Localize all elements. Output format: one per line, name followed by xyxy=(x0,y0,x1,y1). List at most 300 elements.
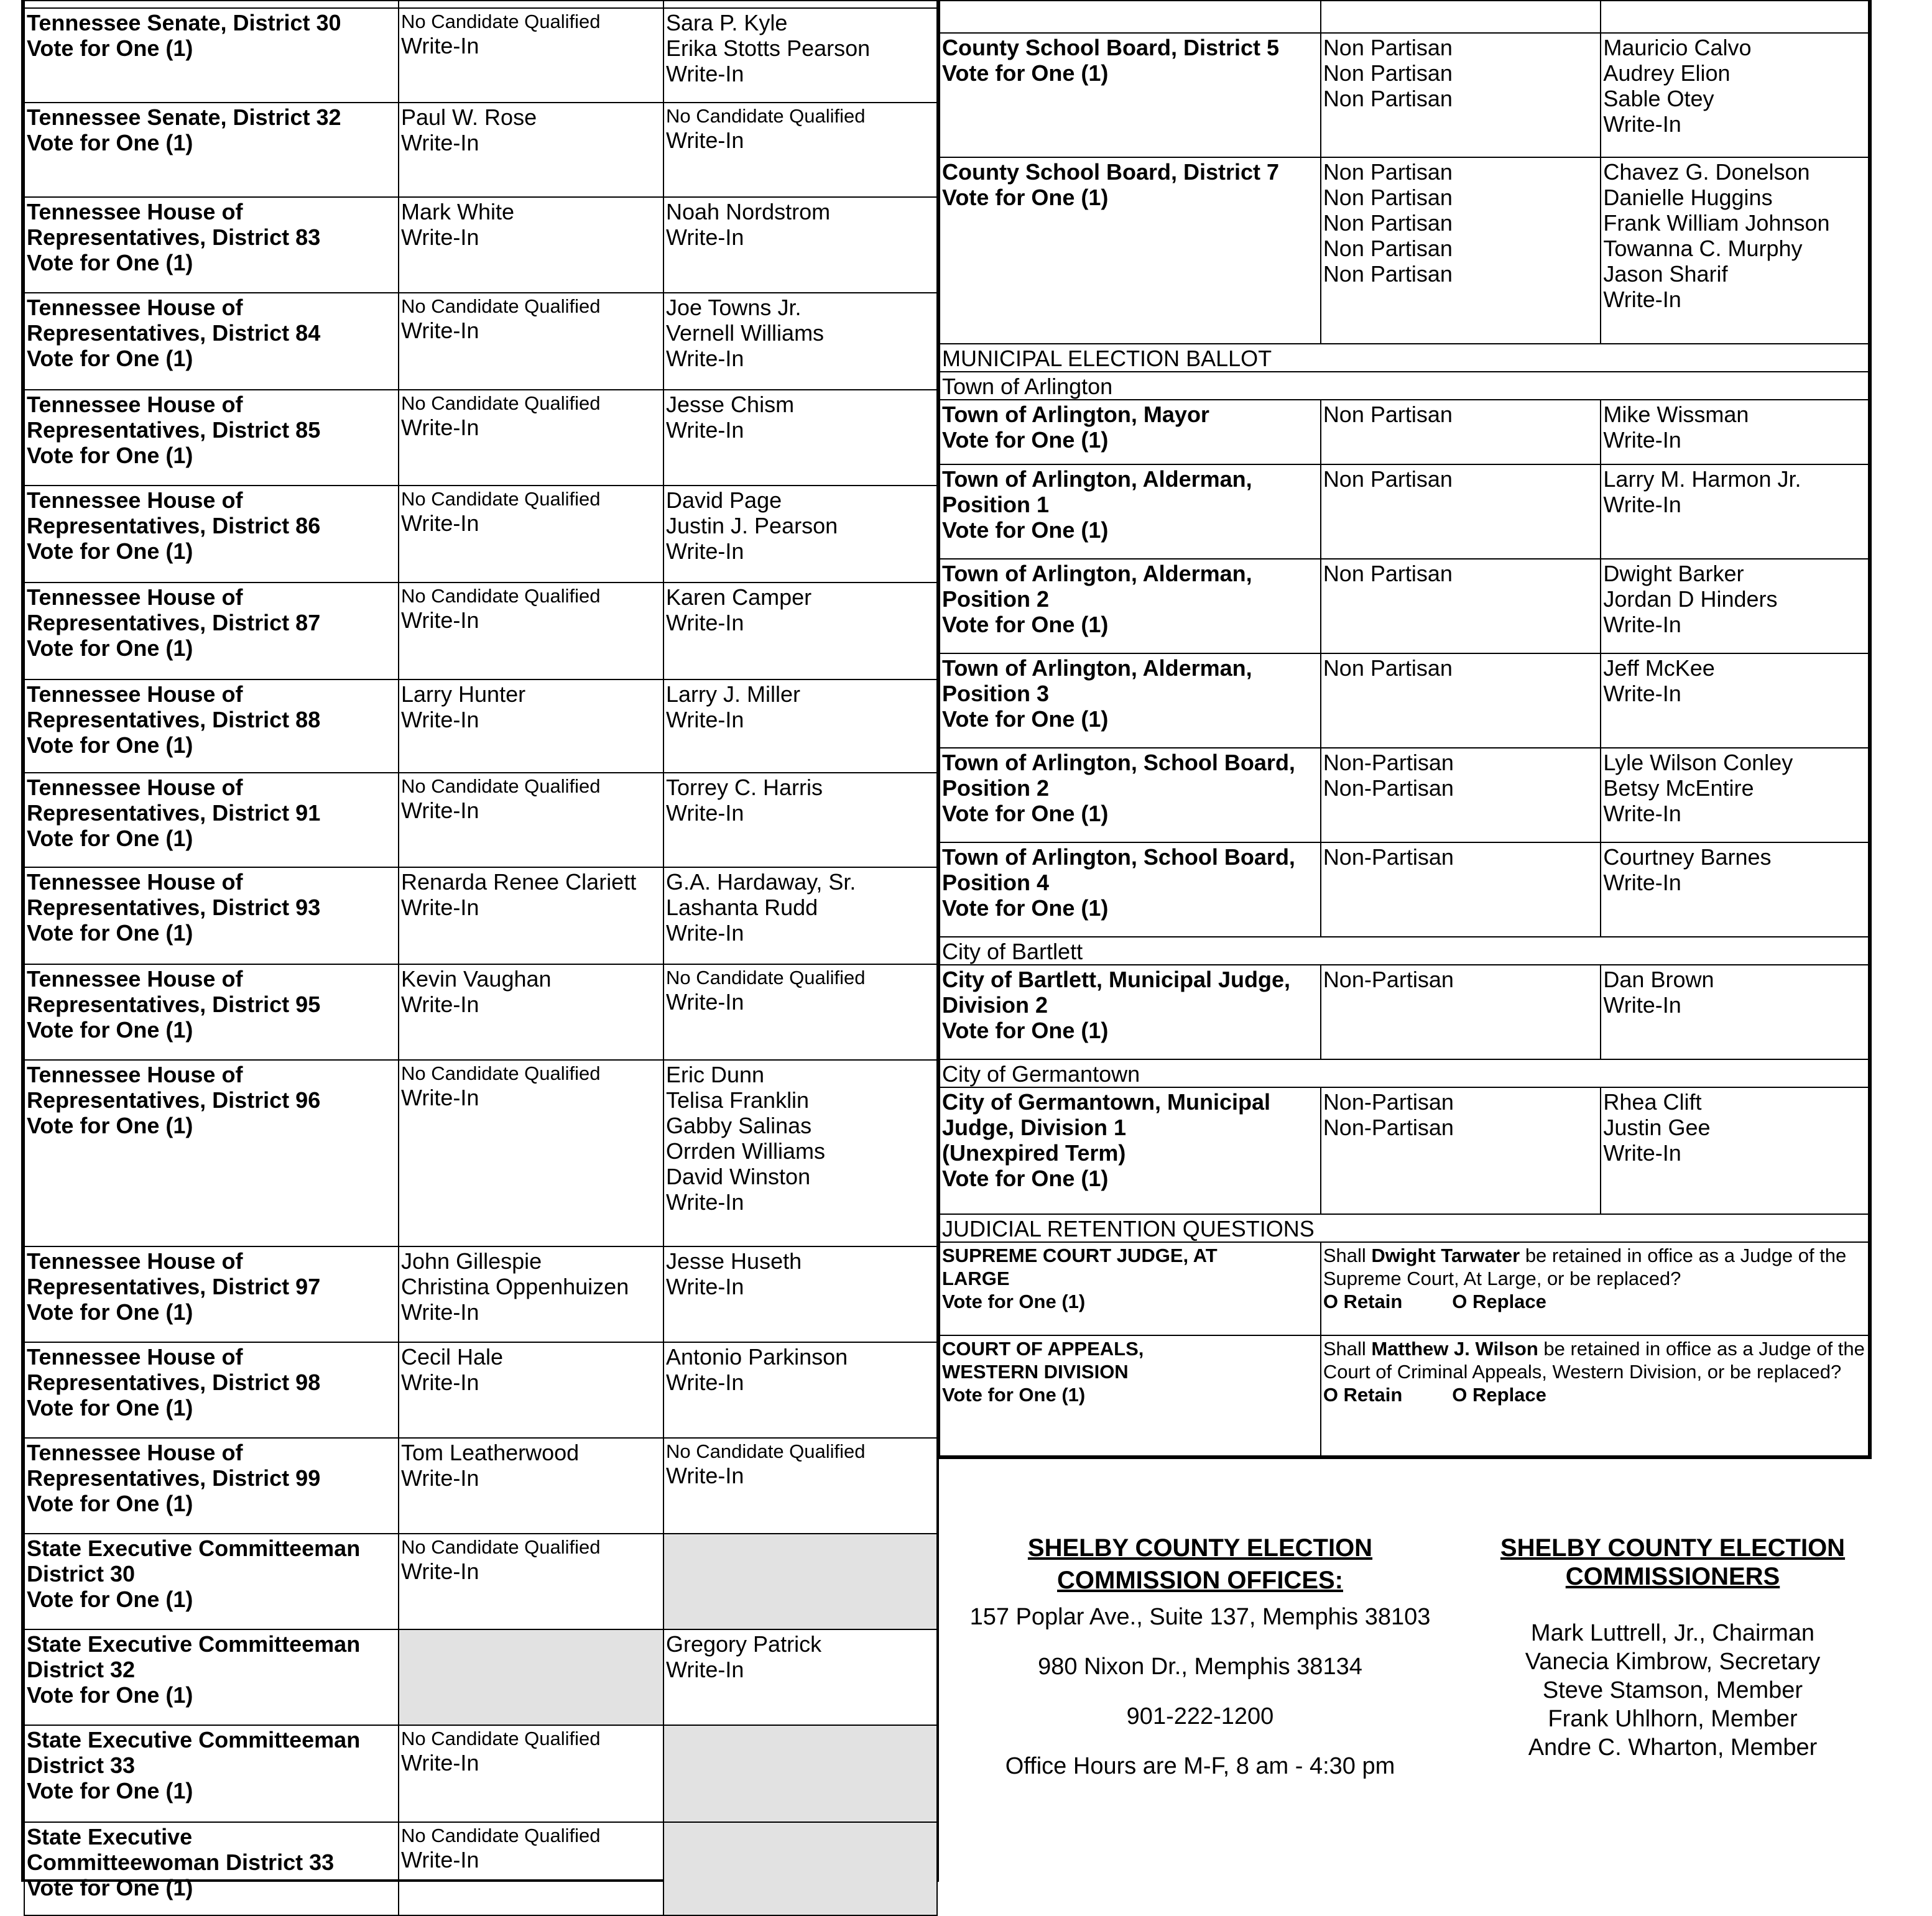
party-line: Non Partisan xyxy=(1323,86,1453,111)
offices-title-line2: COMMISSION OFFICES: xyxy=(1057,1567,1343,1594)
judicial-row xyxy=(940,1335,1869,1456)
candidate-cell xyxy=(1601,464,1869,559)
left-ballot-column xyxy=(21,0,939,1900)
commissioner-name: Steve Stamson, Member xyxy=(1542,1677,1803,1703)
party-line: Non Partisan xyxy=(1323,655,1453,681)
candidate-cell xyxy=(663,293,937,390)
office-line: Tennessee House of xyxy=(27,1440,243,1465)
office-cell xyxy=(24,679,399,773)
race-row xyxy=(940,559,1869,653)
question-prefix: Shall xyxy=(1323,1245,1372,1266)
office-line: Position 2 xyxy=(942,775,1050,801)
section-header-row xyxy=(940,372,1869,400)
party-line: Non Partisan xyxy=(1323,35,1453,60)
candidate-name: Danielle Huggins xyxy=(1603,185,1773,210)
candidate-name: Lashanta Rudd xyxy=(666,895,818,920)
write-in-line: Write-In xyxy=(401,607,479,633)
vote-instruction: Vote for One (1) xyxy=(942,1291,1086,1312)
write-in-line: Write-In xyxy=(666,224,744,250)
race-row xyxy=(24,1822,937,1915)
party-cell xyxy=(399,964,663,1060)
party-cell xyxy=(1321,559,1601,653)
party-line: Non Partisan xyxy=(1323,60,1453,86)
section-header-row xyxy=(940,937,1869,965)
race-row xyxy=(24,8,937,103)
office-line: Tennessee Senate, District 30 xyxy=(27,10,341,35)
office-cell xyxy=(940,965,1321,1059)
party-line: John Gillespie xyxy=(401,1248,542,1274)
party-line: Non-Partisan xyxy=(1323,844,1454,870)
write-in-line: Write-In xyxy=(1603,287,1681,312)
write-in-line: Write-In xyxy=(666,707,744,732)
candidate-cell xyxy=(663,197,937,293)
candidate-name: Mauricio Calvo xyxy=(1603,35,1752,60)
office-cell xyxy=(24,486,399,583)
write-in-line: Write-In xyxy=(1603,870,1681,895)
write-in-line: Write-In xyxy=(401,992,479,1017)
party-cell xyxy=(399,1822,663,1915)
candidate-cell xyxy=(1601,559,1869,653)
candidate-cell xyxy=(1601,842,1869,937)
office-line: Tennessee Senate, District 32 xyxy=(27,104,341,130)
office-line: Vote for One (1) xyxy=(27,130,193,155)
section-header-row xyxy=(940,1059,1869,1087)
office-cell xyxy=(24,1725,399,1822)
party-cell xyxy=(399,867,663,964)
office-line: Vote for One (1) xyxy=(942,517,1109,543)
office-line: Vote for One (1) xyxy=(27,538,193,564)
party-cell xyxy=(1321,842,1601,937)
offices-title-line1: SHELBY COUNTY ELECTION xyxy=(1027,1534,1373,1562)
office-line: State Executive Committeeman xyxy=(27,1631,361,1657)
write-in-line: Write-In xyxy=(401,1370,479,1395)
no-candidate-note: No Candidate Qualified xyxy=(401,1728,601,1749)
office-cell xyxy=(24,197,399,293)
office-line: Town of Arlington, Alderman, xyxy=(942,466,1252,492)
candidate-name: Jeff McKee xyxy=(1603,655,1715,681)
office-line: Tennessee House of xyxy=(27,392,243,417)
candidate-name: Torrey C. Harris xyxy=(666,775,823,800)
office-line: Tennessee House of xyxy=(27,584,243,610)
party-line: Non Partisan xyxy=(1323,466,1453,492)
office-cell xyxy=(24,293,399,390)
write-in-line: Write-In xyxy=(1603,612,1681,637)
candidate-cell xyxy=(1601,33,1869,157)
office-line: Vote for One (1) xyxy=(27,1875,193,1900)
cut-off-cell xyxy=(1601,1,1869,33)
race-row xyxy=(24,1629,937,1725)
office-cell xyxy=(24,8,399,103)
office-line: Tennessee House of xyxy=(27,775,243,800)
no-candidate-note: No Candidate Qualified xyxy=(666,967,866,988)
office-line: Tennessee House of xyxy=(27,1062,243,1087)
candidate-cell xyxy=(1601,400,1869,464)
office-cell xyxy=(24,103,399,197)
candidate-cell xyxy=(1601,1087,1869,1214)
cut-off-cell xyxy=(940,1,1321,33)
party-cell xyxy=(399,103,663,197)
candidate-name: Antonio Parkinson xyxy=(666,1344,848,1370)
office-cell xyxy=(940,464,1321,559)
no-candidate-note: No Candidate Qualified xyxy=(401,1062,601,1084)
candidate-name: David Winston xyxy=(666,1164,811,1189)
write-in-line: Write-In xyxy=(666,346,744,371)
write-in-line: Write-In xyxy=(666,1189,744,1215)
party-cell xyxy=(399,1246,663,1342)
candidate-cell xyxy=(663,1060,937,1246)
office-line: Vote for One (1) xyxy=(942,801,1109,826)
office-cell xyxy=(24,1629,399,1725)
party-cell xyxy=(399,486,663,583)
candidate-cell xyxy=(663,773,937,867)
candidate-name: Chavez G. Donelson xyxy=(1603,159,1810,185)
race-row xyxy=(24,1246,937,1342)
judicial-row xyxy=(940,1242,1869,1335)
office-line: Division 2 xyxy=(942,992,1048,1018)
office-cell xyxy=(24,1342,399,1438)
party-line: Non Partisan xyxy=(1323,561,1453,586)
candidate-cell xyxy=(663,486,937,583)
question-prefix: Shall xyxy=(1323,1338,1372,1360)
party-line: Non Partisan xyxy=(1323,185,1453,210)
section-header: City of Bartlett xyxy=(940,937,1869,965)
party-line: Renarda Renee Clariett xyxy=(401,869,637,895)
office-line: Representatives, District 85 xyxy=(27,417,321,443)
office-line: Representatives, District 97 xyxy=(27,1274,321,1299)
candidate-name: Jason Sharif xyxy=(1603,261,1728,287)
write-in-line: Write-In xyxy=(401,318,479,343)
office-line: District 33 xyxy=(27,1752,136,1778)
office-line: Representatives, District 98 xyxy=(27,1370,321,1395)
party-cell xyxy=(399,1438,663,1534)
office-line: Position 2 xyxy=(942,586,1050,612)
judge-name: Dwight Tarwater xyxy=(1371,1245,1520,1266)
section-header-row xyxy=(940,1214,1869,1242)
write-in-line: Write-In xyxy=(401,415,479,440)
office-line: Vote for One (1) xyxy=(27,1395,193,1421)
candidate-name: Justin Gee xyxy=(1603,1115,1711,1140)
write-in-line: Write-In xyxy=(666,1657,744,1682)
candidate-cell xyxy=(663,1629,937,1725)
candidate-name: Lyle Wilson Conley xyxy=(1603,750,1793,775)
office-line: Vote for One (1) xyxy=(27,1682,193,1708)
candidate-name: Sable Otey xyxy=(1603,86,1714,111)
race-row xyxy=(940,464,1869,559)
office-line: Representatives, District 83 xyxy=(27,224,321,250)
commissioner-name: Mark Luttrell, Jr., Chairman xyxy=(1530,1620,1815,1646)
empty-candidate-cell xyxy=(663,1822,937,1915)
cut-off-row xyxy=(940,1,1869,33)
commissioner-name: Andre C. Wharton, Member xyxy=(1528,1734,1818,1761)
write-in-line: Write-In xyxy=(401,510,479,536)
race-row xyxy=(24,773,937,867)
judge-name: Matthew J. Wilson xyxy=(1371,1338,1538,1360)
party-line: Non Partisan xyxy=(1323,159,1453,185)
candidate-name: Dwight Barker xyxy=(1603,561,1744,586)
write-in-line: Write-In xyxy=(401,1085,479,1110)
office-line: Representatives, District 88 xyxy=(27,707,321,732)
party-cell xyxy=(1321,464,1601,559)
vote-instruction: Vote for One (1) xyxy=(942,1384,1086,1406)
party-cell xyxy=(399,1342,663,1438)
cut-off-row xyxy=(24,1,937,8)
office-line: Representatives, District 95 xyxy=(27,992,321,1017)
candidate-cell xyxy=(1601,748,1869,842)
office-line: Tennessee House of xyxy=(27,295,243,320)
party-cell xyxy=(1321,33,1601,157)
race-row xyxy=(24,1438,937,1534)
candidate-name: Jesse Huseth xyxy=(666,1248,802,1274)
right-ballot-column xyxy=(939,0,1872,1459)
party-line: Non-Partisan xyxy=(1323,1089,1454,1115)
party-line: Non-Partisan xyxy=(1323,750,1454,775)
office-line: Vote for One (1) xyxy=(942,60,1109,86)
office-line: City of Bartlett, Municipal Judge, xyxy=(942,967,1291,992)
party-cell xyxy=(399,679,663,773)
candidate-name: Vernell Williams xyxy=(666,320,825,346)
candidate-cell xyxy=(663,390,937,486)
candidate-name: Dan Brown xyxy=(1603,967,1714,992)
office-line: Tennessee House of xyxy=(27,1344,243,1370)
race-row xyxy=(24,1534,937,1629)
candidate-name: Gregory Patrick xyxy=(666,1631,822,1657)
candidate-name: Orrden Williams xyxy=(666,1138,826,1164)
judicial-office-line: SUPREME COURT JUDGE, AT xyxy=(942,1245,1218,1266)
office-line: Vote for One (1) xyxy=(942,185,1109,210)
candidate-name: Larry J. Miller xyxy=(666,681,801,707)
office-line: Representatives, District 96 xyxy=(27,1087,321,1113)
replace-option[interactable]: O Replace xyxy=(1452,1291,1546,1312)
office-line: Town of Arlington, School Board, xyxy=(942,844,1295,870)
no-candidate-note: No Candidate Qualified xyxy=(401,1536,601,1558)
right-ballot-table xyxy=(939,0,1869,1457)
candidate-cell xyxy=(1601,653,1869,748)
party-line: Non Partisan xyxy=(1323,261,1453,287)
office-line: Representatives, District 87 xyxy=(27,610,321,635)
write-in-line: Write-In xyxy=(401,1559,479,1584)
judicial-office-line: WESTERN DIVISION xyxy=(942,1361,1129,1383)
candidate-name: G.A. Hardaway, Sr. xyxy=(666,869,856,895)
office-hours: Office Hours are M-F, 8 am - 4:30 pm xyxy=(1005,1753,1395,1779)
cut-off-cell xyxy=(1321,1,1601,33)
candidate-name: Jesse Chism xyxy=(666,392,795,417)
party-cell xyxy=(399,197,663,293)
write-in-line: Write-In xyxy=(1603,492,1681,517)
office-line: Tennessee House of xyxy=(27,487,243,513)
office-line: State Executive xyxy=(27,1824,193,1849)
office-line: Representatives, District 86 xyxy=(27,513,321,538)
write-in-line: Write-In xyxy=(1603,681,1681,706)
office-line: Committeewoman District 33 xyxy=(27,1849,335,1875)
candidate-name: Frank William Johnson xyxy=(1603,210,1830,236)
party-line: Mark White xyxy=(401,199,515,224)
candidate-cell xyxy=(663,8,937,103)
no-candidate-note: No Candidate Qualified xyxy=(401,295,601,317)
office-cell xyxy=(24,1534,399,1629)
candidate-cell xyxy=(663,583,937,679)
commissioners-list xyxy=(1480,1619,1865,1762)
no-candidate-note: No Candidate Qualified xyxy=(401,392,601,414)
party-line: Cecil Hale xyxy=(401,1344,504,1370)
office-line: Town of Arlington, School Board, xyxy=(942,750,1295,775)
question-text: be retained in office as a Judge of the Supreme Court, At Large, or be replaced? xyxy=(1323,1245,1847,1289)
write-in-line: Write-In xyxy=(666,1274,744,1299)
party-cell xyxy=(1321,1087,1601,1214)
judicial-office-cell xyxy=(940,1335,1321,1456)
retain-option[interactable]: O Retain xyxy=(1323,1291,1403,1312)
office-line: Vote for One (1) xyxy=(27,1299,193,1325)
write-in-line: Write-In xyxy=(1603,801,1681,826)
write-in-line: Write-In xyxy=(401,1465,479,1491)
party-line: Paul W. Rose xyxy=(401,104,537,130)
write-in-line: Write-In xyxy=(401,224,479,250)
write-in-line: Write-In xyxy=(666,61,744,86)
office-cell xyxy=(940,653,1321,748)
office-line: County School Board, District 7 xyxy=(942,159,1280,185)
office-cell xyxy=(940,748,1321,842)
office-cell xyxy=(24,1438,399,1534)
write-in-line: Write-In xyxy=(401,1847,479,1872)
candidate-name: Gabby Salinas xyxy=(666,1113,812,1138)
retain-option[interactable]: O Retain xyxy=(1323,1384,1403,1406)
office-line: District 32 xyxy=(27,1657,136,1682)
office-line: Vote for One (1) xyxy=(27,250,193,275)
race-row xyxy=(940,157,1869,344)
question-text: be retained in office as a Judge of the Court of Criminal Appeals, Western Division, or be replaced? xyxy=(1323,1338,1865,1383)
write-in-line: Write-In xyxy=(1603,992,1681,1018)
office-line: State Executive Committeeman xyxy=(27,1727,361,1752)
section-header-row xyxy=(940,344,1869,372)
candidate-name: Karen Camper xyxy=(666,584,812,610)
race-row xyxy=(24,293,937,390)
party-cell xyxy=(399,1534,663,1629)
candidate-name: Erika Stotts Pearson xyxy=(666,35,871,61)
empty-candidate-cell xyxy=(663,1534,937,1629)
commissioners-title-line1: SHELBY COUNTY ELECTION xyxy=(1500,1534,1846,1562)
judicial-question-cell xyxy=(1321,1335,1869,1456)
office-line: Tennessee House of xyxy=(27,966,243,992)
candidate-cell xyxy=(1601,965,1869,1059)
election-offices-block xyxy=(942,1532,1458,1780)
replace-option[interactable]: O Replace xyxy=(1452,1384,1546,1406)
write-in-line: Write-In xyxy=(666,1370,744,1395)
office-line: Position 3 xyxy=(942,681,1050,706)
office-line: (Unexpired Term) xyxy=(942,1140,1126,1166)
party-cell xyxy=(399,8,663,103)
section-header: JUDICIAL RETENTION QUESTIONS xyxy=(940,1214,1869,1242)
office-line: Vote for One (1) xyxy=(27,35,193,61)
judicial-question-cell xyxy=(1321,1242,1869,1335)
office-line: Vote for One (1) xyxy=(27,346,193,371)
party-line: Non Partisan xyxy=(1323,236,1453,261)
office-line: Vote for One (1) xyxy=(27,1113,193,1138)
office-cell xyxy=(940,559,1321,653)
candidate-name: Audrey Elion xyxy=(1603,60,1731,86)
write-in-line: Write-In xyxy=(666,1463,744,1488)
office-line: Vote for One (1) xyxy=(942,1018,1109,1043)
office-line: Vote for One (1) xyxy=(942,427,1109,453)
no-candidate-note: No Candidate Qualified xyxy=(401,775,601,797)
office-line: Tennessee House of xyxy=(27,1248,243,1274)
candidate-name: Noah Nordstrom xyxy=(666,199,831,224)
write-in-line: Write-In xyxy=(1603,1140,1681,1166)
candidate-cell xyxy=(663,867,937,964)
office-cell xyxy=(24,583,399,679)
candidate-cell xyxy=(663,1342,937,1438)
candidate-cell xyxy=(663,679,937,773)
party-cell xyxy=(1321,748,1601,842)
judicial-office-cell xyxy=(940,1242,1321,1335)
party-line: Tom Leatherwood xyxy=(401,1440,580,1465)
no-candidate-note: No Candidate Qualified xyxy=(401,1825,601,1846)
office-line: Vote for One (1) xyxy=(27,920,193,946)
office-line: Representatives, District 93 xyxy=(27,895,321,920)
office-line: Tennessee House of xyxy=(27,199,243,224)
party-line: Christina Oppenhuizen xyxy=(401,1274,629,1299)
candidate-name: Larry M. Harmon Jr. xyxy=(1603,466,1801,492)
office-line: Tennessee House of xyxy=(27,869,243,895)
candidate-name: Towanna C. Murphy xyxy=(1603,236,1803,261)
party-line: Non-Partisan xyxy=(1323,967,1454,992)
office-line: Position 4 xyxy=(942,870,1050,895)
office-line: Vote for One (1) xyxy=(27,1778,193,1803)
party-cell xyxy=(1321,157,1601,344)
commissioners-title-line2: COMMISSIONERS xyxy=(1565,1563,1780,1590)
office-address-1: 157 Poplar Ave., Suite 137, Memphis 38103 xyxy=(969,1604,1431,1630)
retention-options xyxy=(1323,1383,1866,1406)
race-row xyxy=(24,1342,937,1438)
party-cell xyxy=(399,390,663,486)
party-cell xyxy=(1321,400,1601,464)
race-row xyxy=(24,103,937,197)
race-row xyxy=(940,965,1869,1059)
commissioner-name: Frank Uhlhorn, Member xyxy=(1548,1706,1798,1732)
office-line: Vote for One (1) xyxy=(942,895,1109,921)
party-line: Kevin Vaughan xyxy=(401,966,552,992)
candidate-name: Mike Wissman xyxy=(1603,402,1749,427)
write-in-line: Write-In xyxy=(401,1299,479,1325)
office-line: Vote for One (1) xyxy=(27,1017,193,1043)
write-in-line: Write-In xyxy=(401,1750,479,1776)
judicial-office-line: COURT OF APPEALS, xyxy=(942,1338,1144,1360)
office-cell xyxy=(24,964,399,1060)
office-line: Vote for One (1) xyxy=(27,1587,193,1612)
race-row xyxy=(940,653,1869,748)
write-in-line: Write-In xyxy=(1603,427,1681,453)
judicial-office-line: LARGE xyxy=(942,1268,1010,1289)
retention-question xyxy=(1323,1244,1866,1290)
section-header: City of Germantown xyxy=(940,1059,1869,1087)
office-address-2: 980 Nixon Dr., Memphis 38134 xyxy=(1038,1654,1362,1680)
party-cell xyxy=(399,773,663,867)
retention-question xyxy=(1323,1337,1866,1383)
candidate-cell xyxy=(663,1246,937,1342)
election-commissioners-block xyxy=(1480,1532,1865,1762)
empty-party-cell xyxy=(399,1629,663,1725)
write-in-line: Write-In xyxy=(401,895,479,920)
office-line: Vote for One (1) xyxy=(942,706,1109,732)
office-line: Representatives, District 99 xyxy=(27,1465,321,1491)
office-line: State Executive Committeeman xyxy=(27,1536,361,1561)
cut-off-cell xyxy=(663,1,937,8)
candidate-name: Courtney Barnes xyxy=(1603,844,1772,870)
party-cell xyxy=(399,293,663,390)
office-cell xyxy=(24,390,399,486)
race-row xyxy=(940,748,1869,842)
race-row xyxy=(24,964,937,1060)
candidate-name: Telisa Franklin xyxy=(666,1087,810,1113)
party-line: Non-Partisan xyxy=(1323,1115,1454,1140)
